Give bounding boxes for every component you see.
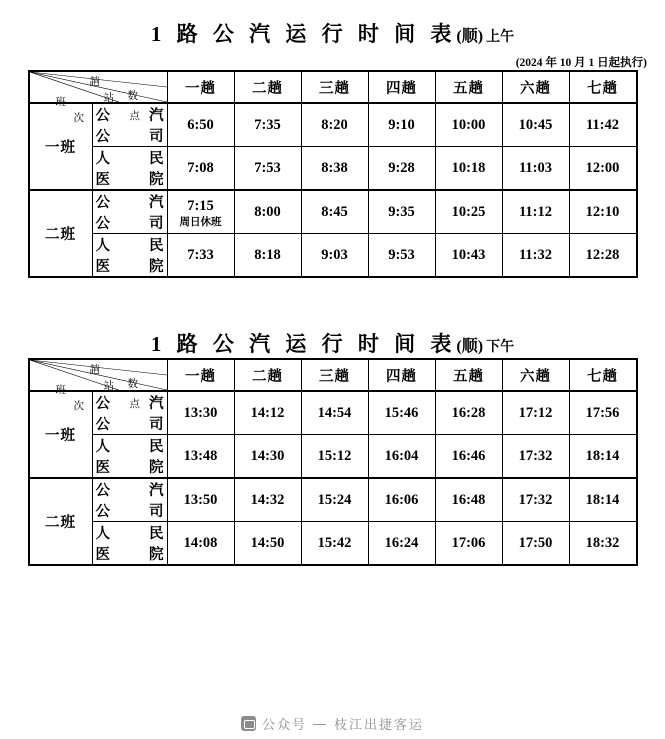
morning-title-suffix: (顺) — [456, 28, 484, 45]
column-header-trip-1: 一趟 — [167, 359, 234, 391]
time-cell: 9:53 — [368, 234, 435, 278]
morning-section — [0, 0, 665, 278]
corner-label-shift: 班 — [55, 385, 66, 396]
time-cell: 7:15 周日休班 — [167, 190, 234, 234]
time-cell: 8:00 — [234, 190, 301, 234]
corner-label-point: 点 — [129, 111, 140, 122]
time-cell: 10:25 — [435, 190, 502, 234]
stop-name-cell — [92, 190, 167, 234]
time-cell: 14:50 — [234, 522, 301, 566]
time-cell: 18:14 — [569, 478, 637, 522]
stop-char: 民 — [149, 526, 164, 542]
time-cell: 11:03 — [502, 147, 569, 191]
stop-char: 汽 — [149, 483, 164, 499]
column-header-trip-7: 七趟 — [569, 359, 637, 391]
time-cell: 16:48 — [435, 478, 502, 522]
afternoon-title-main: 1 路 公 汽 运 行 时 间 表 — [150, 332, 457, 356]
stop-name-cell — [92, 522, 167, 566]
time-cell: 14:08 — [167, 522, 234, 566]
time-cell: 13:50 — [167, 478, 234, 522]
column-header-trip-4: 四趟 — [368, 359, 435, 391]
stop-line-2 — [93, 456, 167, 477]
morning-title — [0, 18, 665, 48]
time-cell: 8:20 — [301, 103, 368, 147]
shift-name-cell-1: 一班 — [29, 103, 93, 190]
stop-line-2 — [93, 413, 167, 434]
stop-char: 汽 — [149, 396, 164, 412]
time-cell: 8:18 — [234, 234, 301, 278]
stop-char: 院 — [149, 547, 164, 563]
time-cell: 13:48 — [167, 435, 234, 479]
stop-char: 民 — [149, 439, 164, 455]
morning-title-main: 1 路 公 汽 运 行 时 间 表 — [150, 22, 457, 46]
time-cell: 14:54 — [301, 391, 368, 435]
morning-title-period: 上午 — [486, 30, 515, 45]
stop-char: 民 — [149, 151, 164, 167]
time-cell: 8:38 — [301, 147, 368, 191]
shift-name-cell-2: 二班 — [29, 478, 93, 565]
column-header-trip-6: 六趟 — [502, 71, 569, 103]
stop-char: 医 — [95, 547, 110, 563]
time-cell: 7:53 — [234, 147, 301, 191]
time-cell: 16:06 — [368, 478, 435, 522]
column-header-trip-7: 七趟 — [569, 71, 637, 103]
stop-char: 民 — [149, 238, 164, 254]
stop-char: 司 — [149, 129, 164, 145]
corner-label-order: 次 — [73, 401, 84, 412]
corner-label-point: 点 — [129, 399, 140, 410]
effective-note: (2024 年 10 月 1 日起执行) — [515, 57, 647, 69]
time-cell: 18:32 — [569, 522, 637, 566]
corner-label-shift: 班 — [55, 97, 66, 108]
stop-char: 医 — [95, 172, 110, 188]
time-cell: 15:12 — [301, 435, 368, 479]
column-header-trip-3: 三趟 — [301, 71, 368, 103]
stop-char: 司 — [149, 417, 164, 433]
time-cell-note: 周日休班 — [179, 216, 222, 228]
stop-char: 公 — [95, 396, 110, 412]
time-cell: 13:30 — [167, 391, 234, 435]
stop-char: 司 — [149, 216, 164, 232]
column-header-trip-2: 二趟 — [234, 359, 301, 391]
time-cell: 7:35 — [234, 103, 301, 147]
stop-name-cell — [92, 234, 167, 278]
corner-label-order: 次 — [73, 113, 84, 124]
time-cell: 18:14 — [569, 435, 637, 479]
stop-line-1 — [93, 234, 167, 255]
afternoon-title-block — [0, 328, 665, 358]
column-header-trip-3: 三趟 — [301, 359, 368, 391]
column-header-trip-5: 五趟 — [435, 359, 502, 391]
time-cell: 17:50 — [502, 522, 569, 566]
morning-schedule-table — [28, 70, 638, 278]
time-cell: 17:56 — [569, 391, 637, 435]
stop-char: 公 — [95, 483, 110, 499]
stop-line-2 — [93, 543, 167, 564]
afternoon-schedule-table — [28, 358, 638, 566]
morning-title-block — [0, 18, 665, 48]
corner-label-count: 数 — [127, 91, 138, 102]
footer-watermark — [0, 714, 665, 733]
corner-header-cell — [29, 359, 168, 412]
stop-line-2 — [93, 168, 167, 189]
stop-char: 公 — [95, 195, 110, 211]
time-cell: 11:42 — [569, 103, 637, 147]
corner-header-cell — [29, 71, 168, 124]
shift-name-cell-2: 二班 — [29, 190, 93, 277]
stop-char: 公 — [95, 129, 110, 145]
column-header-trip-2: 二趟 — [234, 71, 301, 103]
time-cell: 17:06 — [435, 522, 502, 566]
stop-char: 公 — [95, 417, 110, 433]
stop-char: 人 — [95, 151, 110, 167]
stop-char: 医 — [95, 259, 110, 275]
stop-char: 汽 — [149, 195, 164, 211]
stop-line-2 — [93, 125, 167, 146]
stop-line-1 — [93, 191, 167, 212]
stop-name-cell — [92, 478, 167, 522]
time-cell: 16:04 — [368, 435, 435, 479]
time-cell: 15:42 — [301, 522, 368, 566]
stop-line-2 — [93, 500, 167, 521]
stop-char: 院 — [149, 460, 164, 476]
footer-account-name: 枝江出捷客运 — [334, 717, 425, 732]
time-cell: 10:45 — [502, 103, 569, 147]
time-cell: 10:18 — [435, 147, 502, 191]
time-cell: 9:10 — [368, 103, 435, 147]
stop-char: 公 — [95, 504, 110, 520]
time-cell: 15:24 — [301, 478, 368, 522]
time-cell: 14:32 — [234, 478, 301, 522]
time-cell: 7:08 — [167, 147, 234, 191]
stop-line-2 — [93, 212, 167, 233]
footer-account-label: 公众号 — [261, 717, 307, 732]
time-cell: 12:28 — [569, 234, 637, 278]
stop-char: 人 — [95, 238, 110, 254]
stop-line-2 — [93, 255, 167, 276]
afternoon-title — [0, 328, 665, 358]
wechat-icon — [241, 716, 256, 731]
column-header-trip-1: 一趟 — [167, 71, 234, 103]
time-cell: 11:32 — [502, 234, 569, 278]
afternoon-section — [0, 278, 665, 566]
column-header-trip-6: 六趟 — [502, 359, 569, 391]
table-header-row — [29, 71, 637, 103]
time-cell: 9:35 — [368, 190, 435, 234]
footer-separator: — — [313, 716, 328, 731]
stop-char: 人 — [95, 439, 110, 455]
time-cell: 16:28 — [435, 391, 502, 435]
time-cell: 11:12 — [502, 190, 569, 234]
afternoon-title-suffix: (顺) — [456, 338, 484, 355]
stop-char: 院 — [149, 172, 164, 188]
time-cell: 12:00 — [569, 147, 637, 191]
stop-name-cell — [92, 147, 167, 191]
stop-line-1 — [93, 522, 167, 543]
shift-name-cell-1: 一班 — [29, 391, 93, 478]
time-cell: 6:50 — [167, 103, 234, 147]
stop-char: 公 — [95, 216, 110, 232]
time-cell: 16:24 — [368, 522, 435, 566]
time-cell: 10:43 — [435, 234, 502, 278]
time-cell: 17:12 — [502, 391, 569, 435]
stop-line-1 — [93, 479, 167, 500]
corner-label-trip: 趟 — [89, 77, 100, 88]
time-cell: 14:12 — [234, 391, 301, 435]
column-header-trip-4: 四趟 — [368, 71, 435, 103]
stop-char: 人 — [95, 526, 110, 542]
stop-char: 院 — [149, 259, 164, 275]
corner-label-trip: 趟 — [89, 365, 100, 376]
column-header-trip-5: 五趟 — [435, 71, 502, 103]
time-cell: 12:10 — [569, 190, 637, 234]
corner-label-station: 站 — [103, 93, 114, 104]
time-cell: 9:03 — [301, 234, 368, 278]
stop-char: 司 — [149, 504, 164, 520]
stop-char: 公 — [95, 108, 110, 124]
time-cell: 16:46 — [435, 435, 502, 479]
stop-line-1 — [93, 147, 167, 168]
corner-label-count: 数 — [127, 379, 138, 390]
time-cell: 7:33 — [167, 234, 234, 278]
time-cell: 15:46 — [368, 391, 435, 435]
time-cell: 8:45 — [301, 190, 368, 234]
stop-line-1 — [93, 435, 167, 456]
time-cell: 9:28 — [368, 147, 435, 191]
afternoon-title-period: 下午 — [486, 340, 515, 355]
time-cell: 17:32 — [502, 435, 569, 479]
time-cell: 10:00 — [435, 103, 502, 147]
stop-char: 汽 — [149, 108, 164, 124]
stop-name-cell — [92, 435, 167, 479]
corner-label-station: 站 — [103, 381, 114, 392]
table-header-row — [29, 359, 637, 391]
time-cell: 17:32 — [502, 478, 569, 522]
time-cell: 14:30 — [234, 435, 301, 479]
stop-char: 医 — [95, 460, 110, 476]
